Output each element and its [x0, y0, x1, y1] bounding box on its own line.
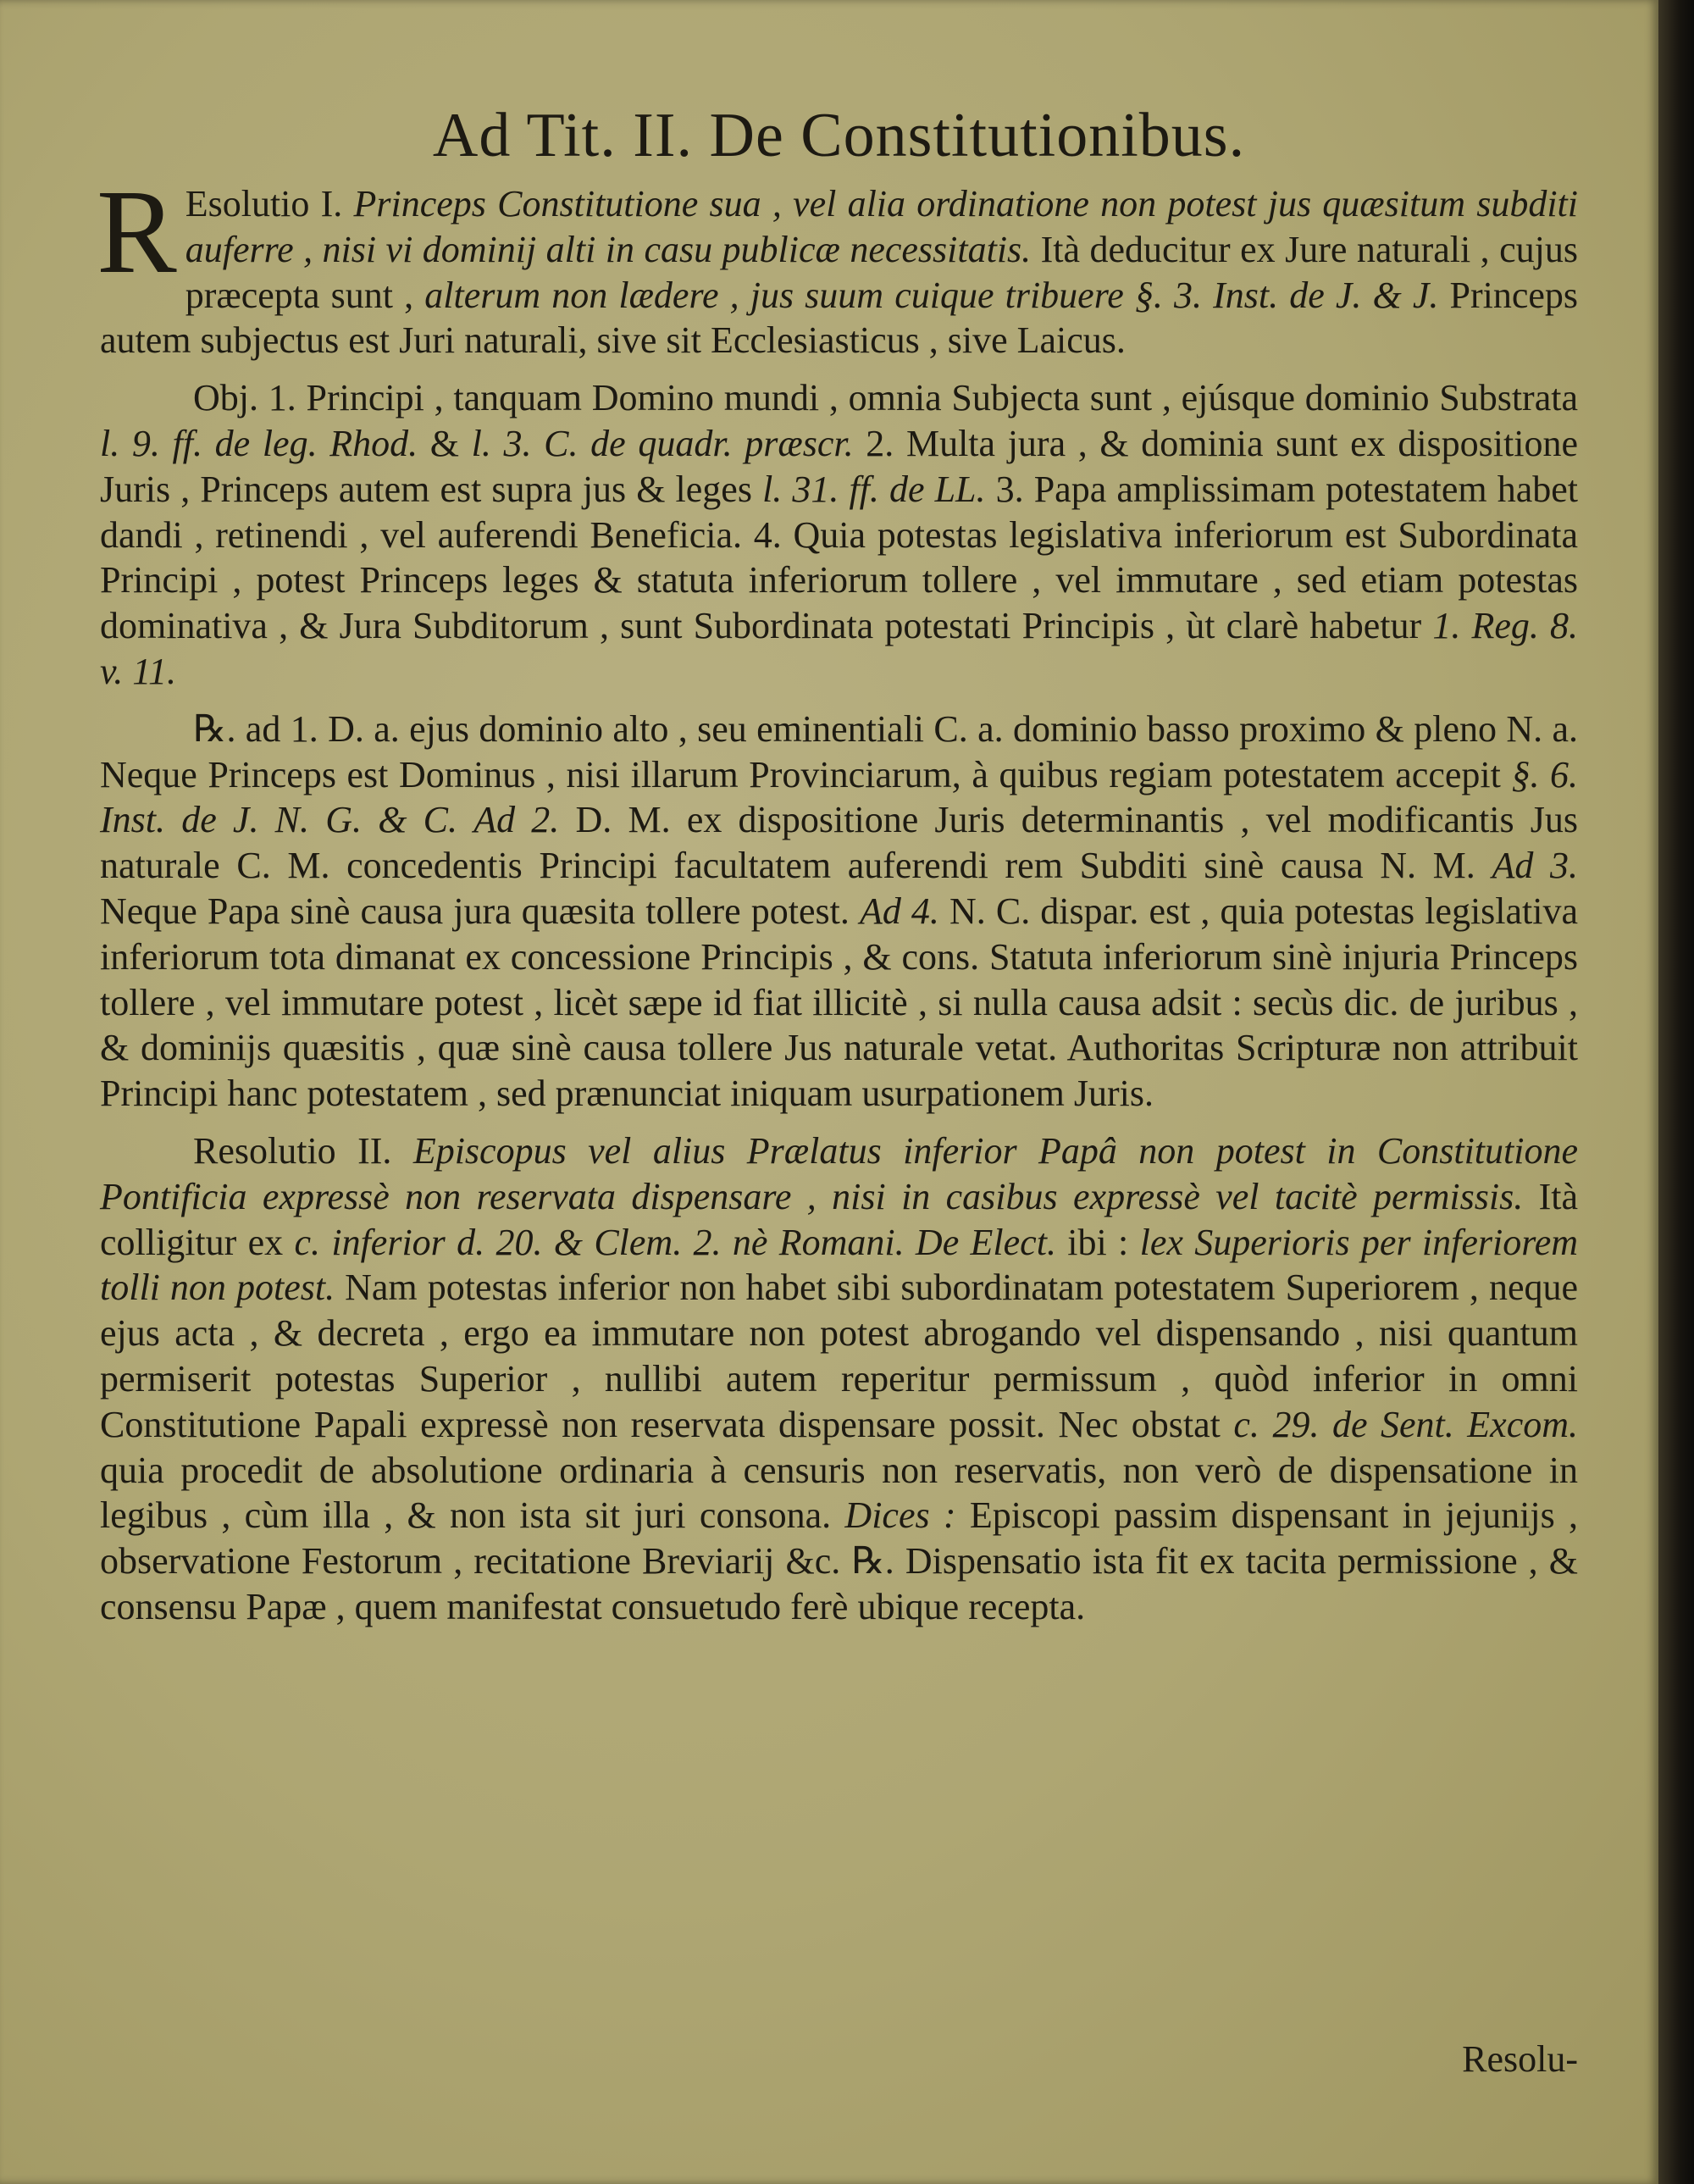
- response-paragraph: [100, 707, 1578, 1117]
- response-text-3: Neque Papa sinè causa jura quæsita tollere potest.: [100, 890, 850, 932]
- resolutio-1-text-2: Princeps autem subjectus est Juri naturali, sive sit Ecclesiasticus , sive Laicus.: [100, 274, 1579, 362]
- resolutio-1-quote: alterum non lædere , jus suum cuique tribuere: [424, 274, 1124, 316]
- objection-ref-4: 1. Reg. 8. v. 11.: [100, 605, 1579, 692]
- resolutio-2-thesis: Episcopus vel alius Prælatus inferior Papâ non potest in Constitutione Pontificia expressè non reservata dispensare , nisi in casibus expressè vel tacitè permissis.: [100, 1129, 1579, 1217]
- response-text-4: N. C. dispar. est , quia potestas legislativa inferiorum tota dimanat ex concessione Principis , & cons. Statuta inferiorum sinè injuria Princeps tollere , vel immutare potest , licèt sæpe id fiat illicitè , si nulla causa adsit : secùs dic. de juribus , & dominijs quæsitis , quæ sinè causa tollere Jus naturale vetat. Authoritas Scripturæ non attribuit Principi hanc potestatem , sed prænunciat iniquam usurpationem Juris.: [100, 890, 1579, 1115]
- response-ad-3: Ad 3.: [1492, 845, 1578, 887]
- resolutio-1-text-1: Ità deducitur ex Jure naturali , cujus præcepta sunt ,: [185, 228, 1579, 316]
- resolutio-2-ref-2: c. 29. de Sent. Excom.: [1233, 1403, 1579, 1445]
- response-text-2: D. M. ex dispositione Juris determinantis , vel modificantis Jus naturale C. M. concedentis Principi facultatem auferendi rem Subditi sinè causa N. M.: [100, 799, 1579, 887]
- response-text-1: ℞. ad 1. D. a. ejus dominio alto , seu eminentiali C. a. dominio basso proximo & pleno N. a. Neque Princeps est Dominus , nisi illarum Provinciarum, à quibus regiam potestatem accepit: [100, 707, 1578, 795]
- objection-text-2: &: [429, 422, 459, 464]
- drop-cap: R: [97, 164, 177, 298]
- catchword: Resolu-: [1462, 2038, 1578, 2080]
- page-edge-shadow: [1658, 0, 1694, 2184]
- objection-text-3: 2. Multa jura , & dominia sunt ex dispositione Juris , Princeps autem est supra jus & leges: [100, 422, 1579, 510]
- resolutio-2-text-1: Ità colligitur ex: [100, 1175, 1579, 1263]
- response-ad-4: Ad 4.: [859, 890, 939, 932]
- objection-paragraph: [100, 375, 1578, 695]
- resolutio-1-paragraph: [97, 164, 1579, 363]
- response-ref-1: §. 6. Inst. de J. N. G. & C.: [100, 753, 1579, 841]
- resolutio-2-text-2: ibi :: [1067, 1221, 1129, 1263]
- objection-text-1: Obj. 1. Principi , tanquam Domino mundi , omnia Subjecta sunt , ejúsque dominio Substrata: [193, 377, 1578, 419]
- resolutio-2-paragraph: [100, 1128, 1578, 1630]
- resolutio-2-quote: lex Superioris per inferiorem tolli non potest.: [100, 1221, 1579, 1309]
- resolutio-2-dices: Dices :: [844, 1494, 956, 1537]
- response-ad-2: Ad 2.: [473, 799, 560, 841]
- resolutio-1-thesis: Princeps Constitutione sua , vel alia ordinatione non potest jus quæsitum subditi auferre , nisi vi dominij alti in casu publicæ necessitatis.: [185, 183, 1579, 270]
- resolutio-2-text-4: quia procedit de absolutione ordinaria à censuris non reservatis, non verò de dispensatione in legibus , cùm illa , & non ista sit juri consona.: [100, 1449, 1578, 1537]
- resolutio-2-text-3: Nam potestas inferior non habet sibi subordinatam potestatem Superiorem , neque ejus acta , & decreta , ergo ea immutare non potest abrogando vel dispensando , nisi quantum permiserit potestas Superior , nullibi autem reperitur permissum , quòd inferior in omni Constitutione Papali expressè non reservata dispensare possit. Nec obstat: [100, 1267, 1579, 1445]
- resolutio-1-label: Esolutio I.: [185, 183, 343, 224]
- text-block: [97, 95, 1579, 1642]
- resolutio-2-label: Resolutio II.: [193, 1129, 392, 1172]
- resolutio-2-ref-1: c. inferior d. 20. & Clem. 2. nè Romani. De Elect.: [294, 1221, 1056, 1263]
- resolutio-2-text-5: Episcopi passim dispensant in jejunijs , observatione Festorum , recitatione Breviarij &c. ℞. Dispensatio ista fit ex tacita permissione , & consensu Papæ , quem manifestat consuetudo ferè ubique recepta.: [100, 1494, 1579, 1627]
- objection-ref-1: l. 9. ff. de leg. Rhod.: [100, 422, 418, 464]
- resolutio-1-ref: §. 3. Inst. de J. & J.: [1134, 274, 1439, 316]
- objection-ref-2: l. 3. C. de quadr. præscr.: [471, 422, 854, 464]
- page-title: Ad Tit. II. De Constitutionibus.: [432, 101, 1246, 170]
- objection-ref-3: l. 31. ff. de LL.: [762, 468, 986, 510]
- objection-text-4: 3. Papa amplissimam potestatem habet dandi , retinendi , vel auferendi Beneficia. 4. Quia potestas legislativa inferiorum est Subordinata Principi , potest Princeps leges & statuta inferiorum tollere , vel immutare , sed etiam potestas dominativa , & Jura Subditorum , sunt Subordinata potestati Principis , ùt clarè habetur: [100, 468, 1579, 647]
